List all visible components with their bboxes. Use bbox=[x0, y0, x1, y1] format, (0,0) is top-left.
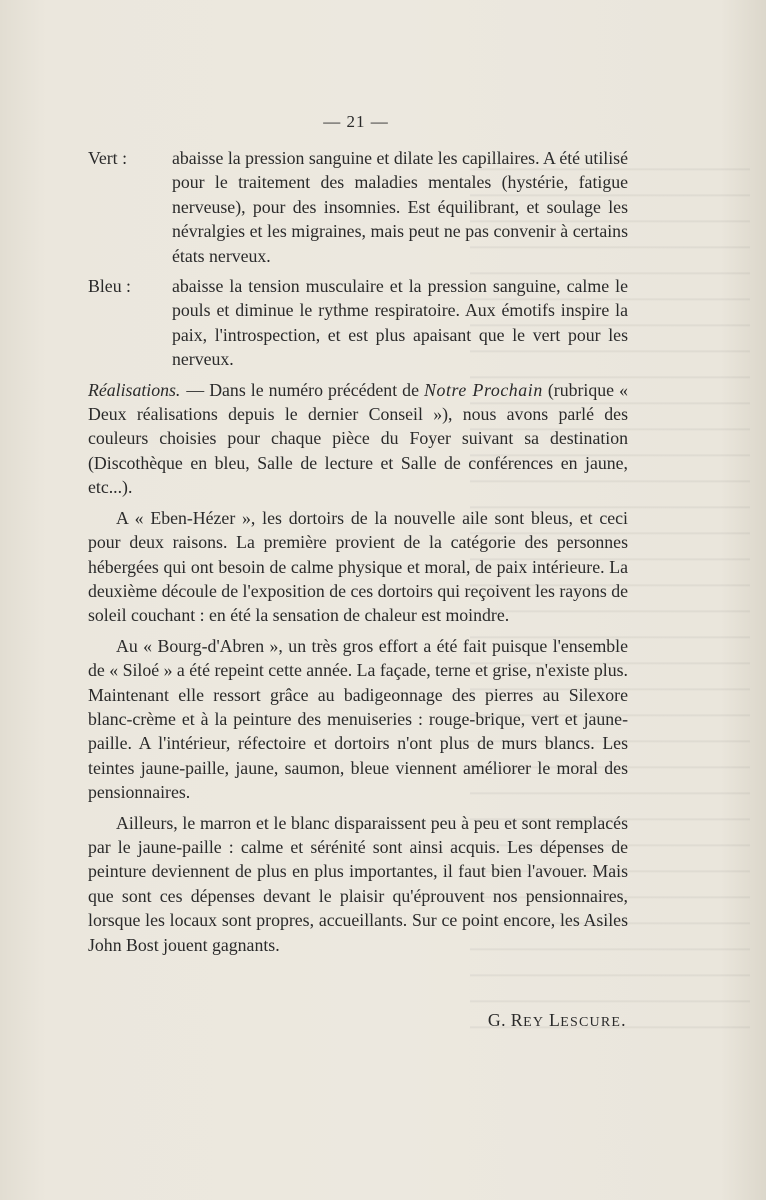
paragraph-text: (rubrique « Deux réalisations depuis le dernier Conseil »), nous avons parlé des couleurs choisies pour chaque pièce du Foyer suivant sa destination (Discothèque en bleu, Salle de lecture et Salle de conférences en jaune, etc...). bbox=[88, 379, 628, 498]
paragraph-realisations bbox=[88, 378, 628, 500]
definition-text: abaisse la tension musculaire et la pression sanguine, calme le pouls et diminue le rythme respiratoire. Aux émotifs inspire la paix, l'introspection, et est plus apaisant que le vert pour les nerveux. bbox=[172, 276, 628, 370]
paragraph: A « Eben-Hézer », les dortoirs de la nouvelle aile sont bleus, et ceci pour deux raisons. La première provient de la catégorie des personnes hébergées qui ont besoin de calme physique et moral, de paix intérieure. La deuxième découle de l'exposition de ces dortoirs qui reçoivent les rayons de soleil couchant : en été la sensation de chaleur est moindre. bbox=[88, 507, 628, 626]
definition-vert bbox=[88, 146, 628, 268]
section-lead: Réalisations. bbox=[88, 379, 181, 400]
paragraph: Au « Bourg-d'Abren », un très gros effort a été fait puisque l'ensemble de « Siloé » a été repeint cette année. La façade, terne et grise, n'existe plus. Maintenant elle ressort grâce au badigeonnage des pierres au Silexore blanc-crème et à la peinture des menuiseries : rouge-brique, vert et jaune-paille. A l'intérieur, réfectoire et dortoirs n'ont plus de murs blancs. Les teintes jaune-paille, jaune, saumon, bleue viennent améliorer le moral des pensionnaires. bbox=[88, 635, 628, 803]
body-text bbox=[88, 146, 628, 963]
definition-bleu bbox=[88, 274, 628, 372]
definition-term: Bleu : bbox=[88, 276, 131, 297]
page-number: — 21 — bbox=[323, 112, 389, 131]
definition-text: abaisse la pression sanguine et dilate les capillaires. A été utilisé pour le traitement des maladies mentales (hystérie, fatigue nerveuse), pour des insomnies. Est équilibrant, et soulage les névralgies et les migraines, mais peut ne pas convenir à certains états nerveux. bbox=[172, 148, 628, 266]
definition-term: Vert : bbox=[88, 148, 128, 168]
author-signature: G. REY LESCURE. bbox=[487, 1010, 626, 1030]
publication-title: Notre Prochain bbox=[424, 379, 543, 400]
paragraph: Ailleurs, le marron et le blanc disparaissent peu à peu et sont remplacés par le jaune-paille : calme et sérénité sont ainsi acquis. Les dépenses de peinture deviennent de plus en plus importantes, il faut bien l'avouer. Mais que sont ces dépenses devant le plaisir qu'éprouvent nos pensionnaires, lorsque les locaux sont propres, accueillants. Sur ce point encore, les Asiles John Bost jouent gagnants. bbox=[88, 812, 628, 955]
paragraph-text: — Dans le numéro précédent de bbox=[186, 379, 419, 400]
